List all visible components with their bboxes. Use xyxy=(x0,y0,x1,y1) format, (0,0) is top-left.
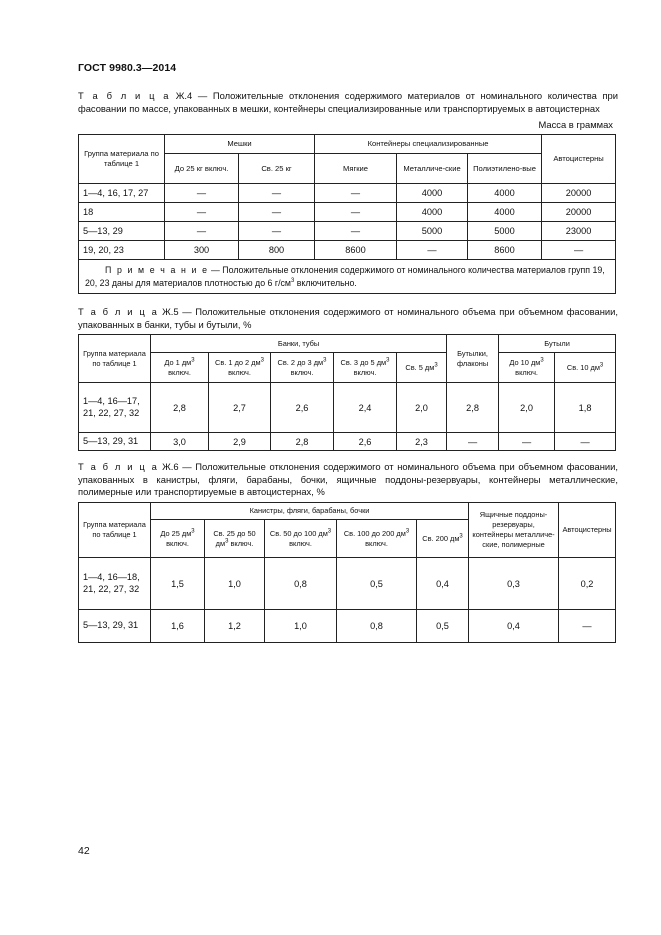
sub-header xyxy=(417,520,469,558)
table-zh6 xyxy=(78,502,616,643)
table-zh5-caption xyxy=(78,306,618,331)
table-zh4-caption xyxy=(78,90,618,115)
table-cell: 300 xyxy=(165,241,239,260)
sub-header xyxy=(271,353,334,383)
table-cell: 20000 xyxy=(542,203,616,222)
sub-header: Полиэтилено-вые xyxy=(468,154,542,184)
sub-header-suffix: включ. xyxy=(353,367,377,377)
caption-text: Ж.4 — Положительные отклонения содержимого материалов от номинального количества при фасовании по массе, упакованных в мешки, контейнеры специализированные или транспортируемых в автоцистернах xyxy=(78,90,619,114)
note-end: включительно. xyxy=(294,277,357,288)
sub-header-text: До 10 дм xyxy=(509,357,541,367)
table-row xyxy=(79,433,616,451)
table-cell: 2,9 xyxy=(209,433,271,451)
table-cell: 4000 xyxy=(397,203,468,222)
column-header-cans: Банки, тубы xyxy=(151,335,447,353)
table-row xyxy=(79,241,616,260)
sub-header: Мягкие xyxy=(315,154,397,184)
table-cell: — xyxy=(165,222,239,241)
table-cell: — xyxy=(165,184,239,203)
table-cell: 2,8 xyxy=(151,383,209,433)
column-header-pallets: Ящичные поддоны-резервуары, контейнеры металличе-ские, полимерные xyxy=(469,503,559,558)
column-header-group: Группа материала по таблице 1 xyxy=(79,503,151,558)
table-cell: 5—13, 29 xyxy=(79,222,165,241)
table-cell: 2,6 xyxy=(334,433,397,451)
table-row xyxy=(79,203,616,222)
table-cell: 2,6 xyxy=(271,383,334,433)
sub-header-text: Св. 5 дм xyxy=(405,362,435,372)
sub-header xyxy=(205,520,265,558)
table-cell: — xyxy=(165,203,239,222)
table-cell: 5—13, 29, 31 xyxy=(79,433,151,451)
units-note: Масса в граммах xyxy=(538,119,613,130)
sub-header: Металличе-ские xyxy=(397,154,468,184)
column-header-group: Группа материала по таблице 1 xyxy=(79,335,151,383)
sub-header-suffix: включ. xyxy=(365,538,388,548)
sub-header-text: Св. 1 до 2 дм xyxy=(215,357,261,367)
sub-header-suffix: включ. xyxy=(228,367,251,377)
sub-header: До 25 кг включ. xyxy=(165,154,239,184)
column-header-tankers: Автоцистерны xyxy=(542,135,616,184)
sub-header-text: Св. 3 до 5 дм xyxy=(340,357,387,367)
sub-header: Св. 25 кг xyxy=(239,154,315,184)
sub-header-sup: 3 xyxy=(260,357,264,364)
table-cell: 1—4, 16—18, 21, 22, 27, 32 xyxy=(79,558,151,610)
table-cell: 1,8 xyxy=(555,383,616,433)
sub-header xyxy=(151,520,205,558)
sub-header-suffix: включ. xyxy=(166,538,189,548)
table-cell: 2,0 xyxy=(499,383,555,433)
table-cell: 1,0 xyxy=(265,610,337,643)
table-cell: 0,8 xyxy=(337,610,417,643)
sub-header-text: До 1 дм xyxy=(164,357,192,367)
table-cell: 0,3 xyxy=(469,558,559,610)
table-zh6-caption xyxy=(78,461,618,499)
table-cell: 2,8 xyxy=(447,383,499,433)
table-cell: 20000 xyxy=(542,184,616,203)
table-cell: — xyxy=(315,203,397,222)
column-header-group: Группа материала по таблице 1 xyxy=(79,135,165,184)
sub-header xyxy=(499,353,555,383)
table-cell: 4000 xyxy=(468,203,542,222)
sub-header-text: До 25 дм xyxy=(160,528,192,538)
sub-header-sup: 3 xyxy=(599,362,604,369)
table-cell: 4000 xyxy=(468,184,542,203)
sub-header-sup: 3 xyxy=(323,357,327,364)
table-cell: — xyxy=(499,433,555,451)
table-cell: — xyxy=(315,184,397,203)
table-cell: 1,5 xyxy=(151,558,205,610)
table-cell: 2,4 xyxy=(334,383,397,433)
table-cell: 0,5 xyxy=(337,558,417,610)
sub-header-suffix: включ. xyxy=(228,538,254,548)
table-cell: 8600 xyxy=(315,241,397,260)
sub-header-sup: 3 xyxy=(191,528,195,535)
table-cell: — xyxy=(239,203,315,222)
sub-header xyxy=(151,353,209,383)
table-row xyxy=(79,222,616,241)
table-cell: 23000 xyxy=(542,222,616,241)
sub-header-sup: 3 xyxy=(191,357,195,364)
sub-header xyxy=(397,353,447,383)
table-cell: 3,0 xyxy=(151,433,209,451)
page-number: 42 xyxy=(78,845,90,857)
table-cell: — xyxy=(542,241,616,260)
column-header-vials: Бутылки, флаконы xyxy=(447,335,499,383)
caption-text: Ж.5 — Положительные отклонения содержимого от номинального объема при объемном фасовании, упакованных в банки, тубы и бутыли, % xyxy=(78,306,618,330)
document-header: ГОСТ 9980.3—2014 xyxy=(78,62,177,74)
column-header-bags: Мешки xyxy=(165,135,315,154)
note-text: — Положительные отклонения содержимого от номинального количества материалов групп 19, 20, 23 даны для материалов плотностью до 6 г/см xyxy=(85,265,605,288)
table-cell: 2,8 xyxy=(271,433,334,451)
sub-header-sup: 3 xyxy=(386,357,390,364)
table-row xyxy=(79,184,616,203)
sub-header-suffix: включ. xyxy=(289,538,312,548)
caption-text: Ж.6 — Положительные отклонения содержимого от номинального объема при объемном фасовании, упакованных в канистры, фляги, барабаны, бочки, ящичные поддоны-резервуары, контейнеры металлические, полимерные или транспортируемые в автоцистернах, % xyxy=(78,461,618,497)
column-header-bottles: Бутыли xyxy=(499,335,616,353)
table-cell: 19, 20, 23 xyxy=(79,241,165,260)
sub-header-sup: 3 xyxy=(434,362,438,369)
table-cell: — xyxy=(555,433,616,451)
table-cell: — xyxy=(315,222,397,241)
table-cell: — xyxy=(447,433,499,451)
table-cell: 0,2 xyxy=(559,558,616,610)
table-cell: 1,0 xyxy=(205,558,265,610)
table-cell: 0,4 xyxy=(469,610,559,643)
table-cell: 1—4, 16, 17, 27 xyxy=(79,184,165,203)
table-cell: 1,6 xyxy=(151,610,205,643)
table-cell: 4000 xyxy=(397,184,468,203)
sub-header xyxy=(334,353,397,383)
table-zh4 xyxy=(78,134,616,294)
sub-header-sup: 3 xyxy=(459,533,463,540)
sub-header-text: Св. 50 до 100 дм xyxy=(269,528,328,538)
table-cell: 2,0 xyxy=(397,383,447,433)
note-label: П р и м е ч а н и е xyxy=(105,265,209,275)
table-cell: 0,8 xyxy=(265,558,337,610)
table-label: Т а б л и ц а xyxy=(78,461,159,472)
table-label: Т а б л и ц а xyxy=(78,90,171,101)
table-cell: — xyxy=(397,241,468,260)
table-cell: 5000 xyxy=(468,222,542,241)
sub-header xyxy=(209,353,271,383)
table-cell: 2,7 xyxy=(209,383,271,433)
sub-header-sup: 3 xyxy=(225,538,229,545)
table-row xyxy=(79,610,616,643)
table-zh5 xyxy=(78,334,616,451)
table-cell: 2,3 xyxy=(397,433,447,451)
table-cell: — xyxy=(559,610,616,643)
sub-header-suffix: включ. xyxy=(290,367,314,377)
table-cell: 5—13, 29, 31 xyxy=(79,610,151,643)
sub-header-text: Св. 25 до 50 дм xyxy=(213,528,256,548)
table-cell: — xyxy=(239,222,315,241)
column-header-canisters: Канистры, фляги, барабаны, бочки xyxy=(151,503,469,520)
sub-header-suffix: включ. xyxy=(168,367,191,377)
sub-header-text: Св. 200 дм xyxy=(422,533,460,543)
sub-header-sup: 3 xyxy=(327,528,332,535)
sub-header-text: Св. 100 до 200 дм xyxy=(343,528,406,538)
table-cell: 0,5 xyxy=(417,610,469,643)
table-cell: 800 xyxy=(239,241,315,260)
sub-header-suffix: включ. xyxy=(515,367,538,377)
column-header-containers: Контейнеры специализированные xyxy=(315,135,542,154)
table-cell: 8600 xyxy=(468,241,542,260)
sub-header-text: Св. 2 до 3 дм xyxy=(277,357,324,367)
table-cell: 5000 xyxy=(397,222,468,241)
note-sup: 3 xyxy=(290,277,295,284)
column-header-tankers: Автоцистерны xyxy=(559,503,616,558)
table-cell: 18 xyxy=(79,203,165,222)
sub-header-text: Св. 10 дм xyxy=(566,362,600,372)
table-row xyxy=(79,558,616,610)
sub-header-sup: 3 xyxy=(540,357,544,364)
table-cell: 0,4 xyxy=(417,558,469,610)
table-cell: 1,2 xyxy=(205,610,265,643)
table-cell: 1—4, 16—17, 21, 22, 27, 32 xyxy=(79,383,151,433)
table-cell: — xyxy=(239,184,315,203)
sub-header xyxy=(265,520,337,558)
table-note xyxy=(79,260,616,294)
sub-header xyxy=(337,520,417,558)
sub-header xyxy=(555,353,616,383)
table-label: Т а б л и ц а xyxy=(78,306,159,317)
table-row xyxy=(79,383,616,433)
sub-header-sup: 3 xyxy=(405,528,410,535)
